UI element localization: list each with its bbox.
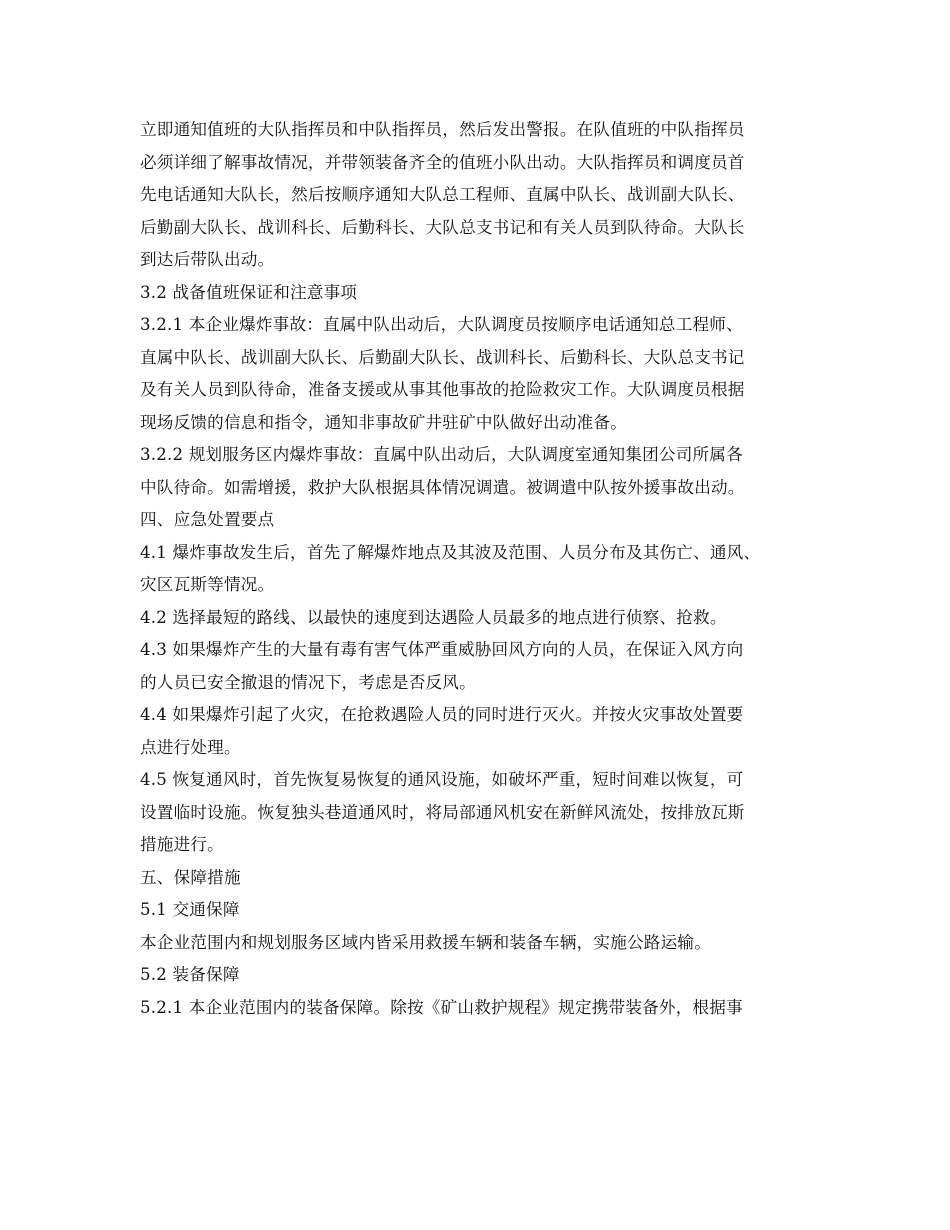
text-line: 4.3 如果爆炸产生的大量有毒有害气体严重威胁回风方向的人员，在保证入风方向 (140, 640, 744, 659)
text-line: 3.2.2 规划服务区内爆炸事故：直属中队出动后，大队调度室通知集团公司所属各 (140, 445, 743, 464)
text-line: 现场反馈的信息和指令，通知非事故矿井驻矿中队做好出动准备。 (140, 412, 628, 432)
text-line: 后勤副大队长、战训科长、后勤科长、大队总支书记和有关人员到队待命。大队长 (140, 217, 745, 237)
text-line: 立即通知值班的大队指挥员和中队指挥员，然后发出警报。在队值班的中队指挥员 (140, 120, 745, 139)
text-line: 灾区瓦斯等情况。 (140, 575, 275, 594)
text-line: 3.2.1 本企业爆炸事故：直属中队出动后，大队调度员按顺序电话通知总工程师、 (140, 315, 743, 334)
text-line: 必须详细了解事故情况，并带领装备齐全的值班小队出动。大队指挥员和调度员首 (140, 152, 745, 172)
text-line: 直属中队长、战训副大队长、后勤副大队长、战训科长、后勤科长、大队总支书记 (140, 347, 745, 367)
section-heading-5-2: 5.2 装备保障 (140, 965, 240, 984)
text-line: 及有关人员到队待命，准备支援或从事其他事故的抢险救灾工作。大队调度员根据 (140, 380, 745, 399)
text-line: 4.4 如果爆炸引起了火灾，在抢救遇险人员的同时进行灭火。并按火灾事故处置要 (140, 705, 744, 724)
text-line: 4.2 选择最短的路线、以最快的速度到达遇险人员最多的地点进行侦察、抢救。 (140, 607, 727, 627)
section-heading-5-1: 5.1 交通保障 (140, 900, 240, 919)
text-line: 4.1 爆炸事故发生后，首先了解爆炸地点及其波及范围、人员分布及其伤亡、通风、 (140, 542, 761, 562)
text-line: 5.2.1 本企业范围内的装备保障。除按《矿山救护规程》规定携带装备外，根据事 (140, 997, 743, 1017)
section-heading-3-2: 3.2 战备值班保证和注意事项 (140, 282, 358, 302)
text-line: 本企业范围内和规划服务区域内皆采用救援车辆和装备车辆，实施公路运输。 (140, 932, 711, 952)
section-heading-4: 四、应急处置要点 (140, 510, 275, 529)
text-line: 中队待命。如需增援，救护大队根据具体情况调遣。被调遣中队按外援事故出动。 (140, 477, 745, 497)
section-heading-5: 五、保障措施 (140, 867, 241, 887)
text-line: 设置临时设施。恢复独头巷道通风时，将局部通风机安在新鲜风流处，按排放瓦斯 (140, 802, 745, 822)
text-line: 的人员已安全撤退的情况下，考虑是否反风。 (140, 672, 476, 692)
document-body (140, 114, 830, 1024)
text-line: 先电话通知大队长，然后按顺序通知大队总工程师、直属中队长、战训副大队长、 (140, 185, 745, 204)
text-line: 点进行处理。 (140, 737, 241, 757)
text-line: 措施进行。 (140, 835, 224, 854)
text-line: 4.5 恢复通风时，首先恢复易恢复的通风设施，如破坏严重，短时间难以恢复，可 (140, 770, 744, 789)
text-line: 到达后带队出动。 (140, 250, 275, 269)
